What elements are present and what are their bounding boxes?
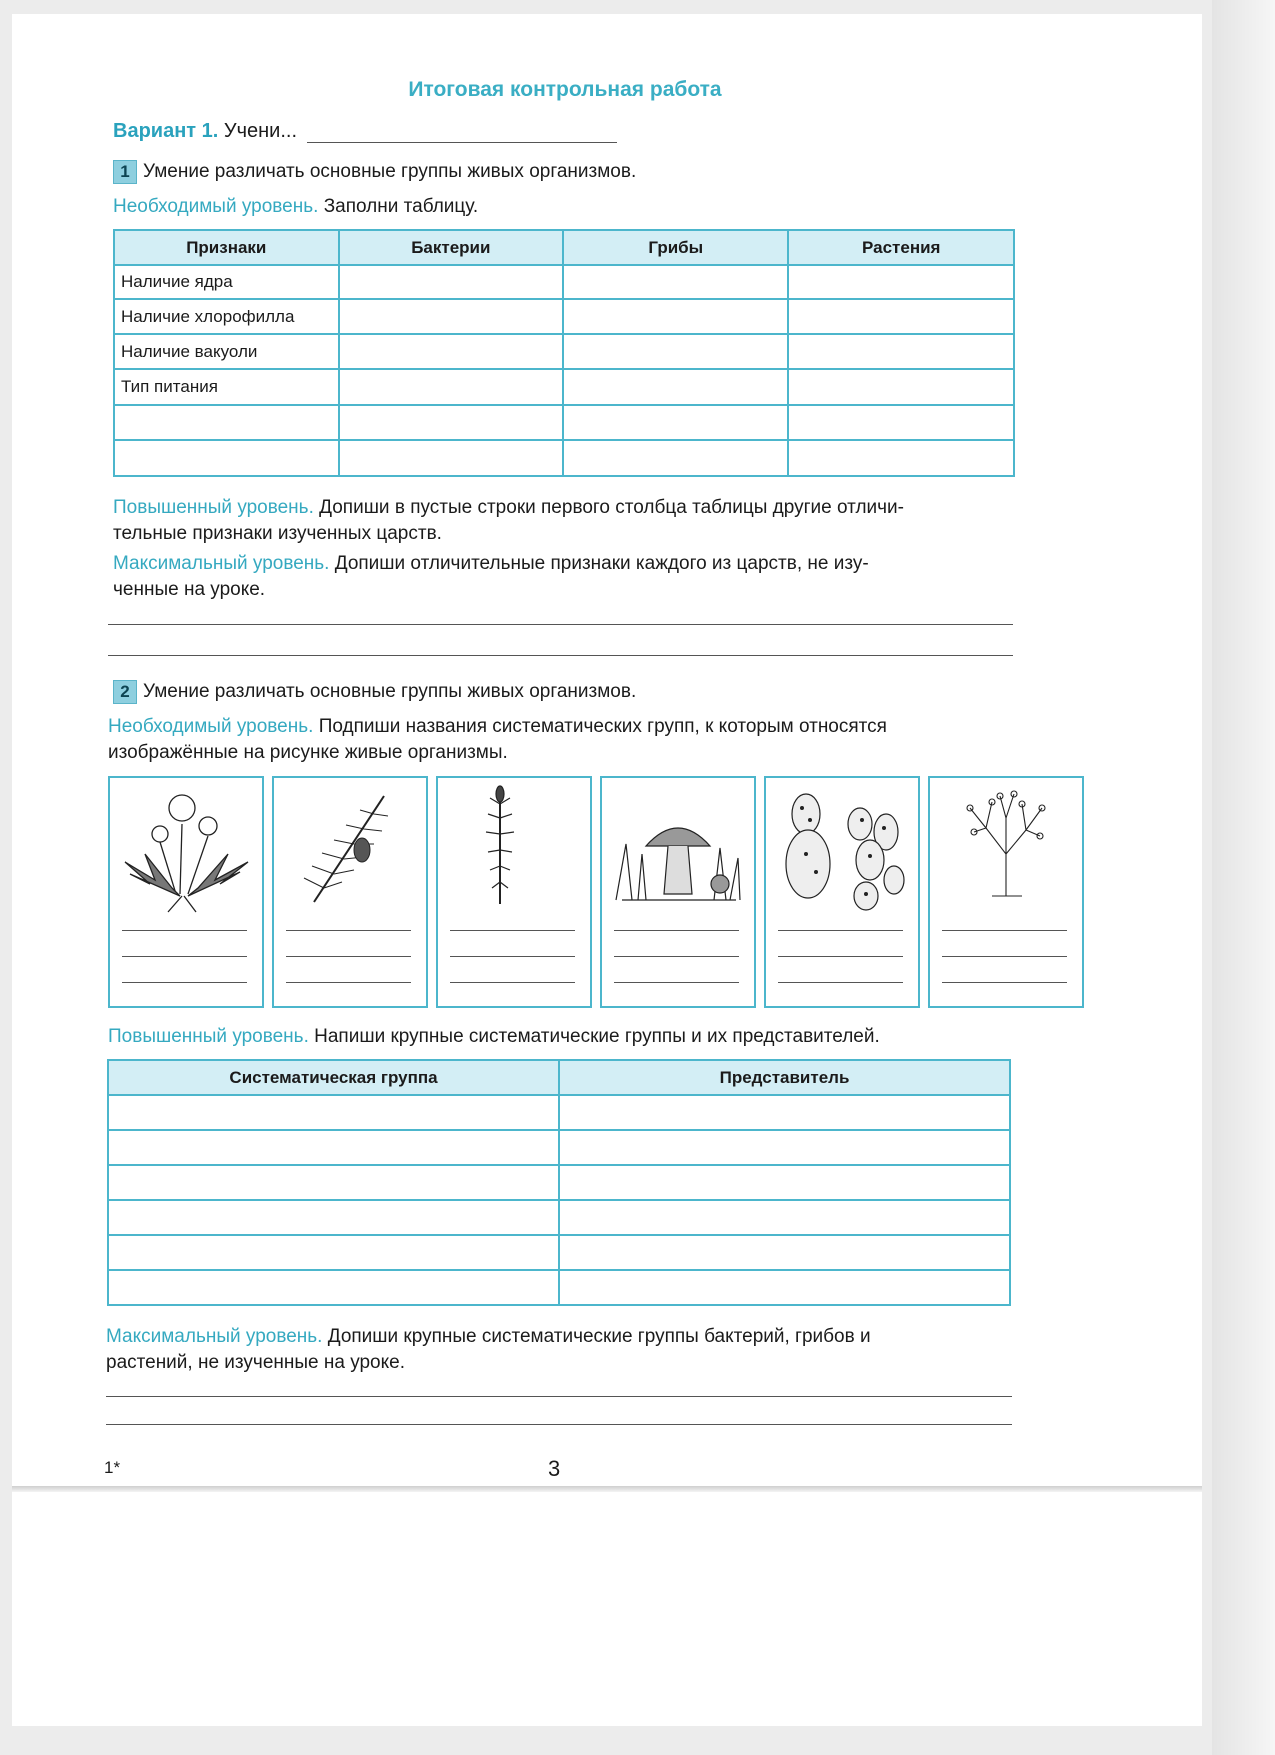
table-row xyxy=(108,1095,1010,1130)
task2-advanced xyxy=(108,1024,1018,1050)
caption-line[interactable] xyxy=(942,956,1067,957)
advanced-text-line-2: тельные признаки изученных царств. xyxy=(113,523,442,544)
page-title: Итоговая контрольная работа xyxy=(408,78,722,101)
answer-cell[interactable] xyxy=(788,299,1014,334)
caption-line[interactable] xyxy=(122,930,247,931)
required-level-label: Необходимый уровень. xyxy=(113,196,319,217)
caption-line[interactable] xyxy=(942,930,1067,931)
picture-card-pine xyxy=(272,776,428,1008)
answer-cell[interactable] xyxy=(108,1130,559,1165)
table-header: Грибы xyxy=(563,230,788,265)
answer-cell[interactable] xyxy=(563,265,788,299)
variant-line xyxy=(113,120,617,143)
answer-cell[interactable] xyxy=(559,1095,1010,1130)
answer-cell[interactable] xyxy=(563,299,788,334)
taxonomy-table xyxy=(107,1059,1011,1306)
answer-cell[interactable] xyxy=(339,299,564,334)
required-text-line-2: изображённые на рисунке живые организмы. xyxy=(108,742,508,763)
task2-heading xyxy=(113,680,636,704)
caption-line[interactable] xyxy=(286,930,411,931)
footer-mark: 1* xyxy=(104,1458,121,1477)
advanced-text-line-1: Допиши в пустые строки первого столбца таблицы другие отличи- xyxy=(319,497,904,518)
picture-card-mushroom xyxy=(600,776,756,1008)
picture-card-lichen xyxy=(928,776,1084,1008)
cactus-icon xyxy=(766,784,918,914)
caption-line[interactable] xyxy=(942,982,1067,983)
table-row xyxy=(108,1200,1010,1235)
max-level-label: Максимальный уровень. xyxy=(106,1326,323,1347)
advanced-level-label: Повышенный уровень. xyxy=(108,1026,309,1047)
caption-line[interactable] xyxy=(122,982,247,983)
task1-number-badge: 1 xyxy=(113,160,137,184)
caption-line[interactable] xyxy=(286,982,411,983)
answer-cell[interactable] xyxy=(788,334,1014,369)
max-text-line-1: Допиши отличительные признаки каждого из царств, не изу- xyxy=(334,553,869,574)
required-level-text: Заполни таблицу. xyxy=(323,196,479,217)
answer-cell[interactable] xyxy=(563,334,788,369)
answer-cell[interactable] xyxy=(788,265,1014,299)
page-bottom-edge xyxy=(12,1486,1202,1492)
row-label: Тип питания xyxy=(114,369,339,405)
answer-cell[interactable] xyxy=(788,405,1014,440)
empty-row-label[interactable] xyxy=(114,440,339,476)
answer-cell[interactable] xyxy=(563,440,788,476)
pine-branch-icon xyxy=(274,784,426,914)
task2-required xyxy=(108,714,1018,766)
empty-row-label[interactable] xyxy=(114,405,339,440)
max-text-line-2: ченные на уроке. xyxy=(113,579,266,600)
picture-card-horsetail xyxy=(436,776,592,1008)
picture-card-cactus xyxy=(764,776,920,1008)
task1-required xyxy=(113,194,478,220)
answer-cell[interactable] xyxy=(108,1165,559,1200)
task1-maximum xyxy=(113,551,1015,603)
row-label: Наличие вакуоли xyxy=(114,334,339,369)
answer-cell[interactable] xyxy=(108,1270,559,1305)
task1-advanced xyxy=(113,495,1015,547)
horsetail-icon xyxy=(438,784,590,914)
mushroom-icon xyxy=(602,784,754,914)
page-number: 3 xyxy=(548,1456,561,1481)
answer-cell[interactable] xyxy=(559,1235,1010,1270)
caption-line[interactable] xyxy=(450,982,575,983)
caption-line[interactable] xyxy=(614,982,739,983)
answer-cell[interactable] xyxy=(108,1235,559,1270)
caption-line[interactable] xyxy=(778,982,903,983)
answer-cell[interactable] xyxy=(108,1200,559,1235)
advanced-text: Напиши крупные систематические группы и их представителей. xyxy=(314,1026,880,1047)
caption-line[interactable] xyxy=(778,930,903,931)
caption-line[interactable] xyxy=(122,956,247,957)
caption-line[interactable] xyxy=(614,930,739,931)
max-text-line-2: растений, не изученные на уроке. xyxy=(106,1352,405,1373)
task1-title: Умение различать основные группы живых организмов. xyxy=(143,161,637,182)
answer-cell[interactable] xyxy=(108,1095,559,1130)
table-row xyxy=(114,299,1014,334)
answer-cell[interactable] xyxy=(563,369,788,405)
picture-card-dandelion xyxy=(108,776,264,1008)
caption-line[interactable] xyxy=(450,930,575,931)
answer-cell[interactable] xyxy=(339,369,564,405)
answer-cell[interactable] xyxy=(563,405,788,440)
table-header: Бактерии xyxy=(339,230,564,265)
task1-heading xyxy=(113,160,636,184)
caption-line[interactable] xyxy=(778,956,903,957)
task2-number-badge: 2 xyxy=(113,680,137,704)
table-header: Растения xyxy=(788,230,1014,265)
row-label: Наличие хлорофилла xyxy=(114,299,339,334)
max-level-label: Максимальный уровень. xyxy=(113,553,330,574)
table-row xyxy=(108,1165,1010,1200)
answer-cell[interactable] xyxy=(559,1270,1010,1305)
table-row xyxy=(114,265,1014,299)
traits-table xyxy=(113,229,1015,477)
table-row xyxy=(114,440,1014,476)
answer-cell[interactable] xyxy=(559,1165,1010,1200)
required-level-label: Необходимый уровень. xyxy=(108,716,314,737)
required-text-line-1: Подпиши названия систематических групп, к которым относятся xyxy=(318,716,887,737)
answer-cell[interactable] xyxy=(339,334,564,369)
answer-cell[interactable] xyxy=(788,369,1014,405)
row-label: Наличие ядра xyxy=(114,265,339,299)
table-header: Представитель xyxy=(559,1060,1010,1095)
table-row xyxy=(108,1130,1010,1165)
answer-cell[interactable] xyxy=(339,265,564,299)
lichen-icon xyxy=(930,784,1082,914)
caption-line[interactable] xyxy=(286,956,411,957)
answer-cell[interactable] xyxy=(339,405,564,440)
task2-title: Умение различать основные группы живых организмов. xyxy=(143,681,637,702)
answer-cell[interactable] xyxy=(339,440,564,476)
student-name-field[interactable] xyxy=(307,124,617,143)
answer-cell[interactable] xyxy=(788,440,1014,476)
table-header: Признаки xyxy=(114,230,339,265)
caption-line[interactable] xyxy=(450,956,575,957)
answer-cell[interactable] xyxy=(559,1200,1010,1235)
table-row xyxy=(114,334,1014,369)
dandelion-icon xyxy=(110,784,262,914)
answer-line[interactable] xyxy=(106,1396,1012,1397)
table-row xyxy=(108,1270,1010,1305)
advanced-level-label: Повышенный уровень. xyxy=(113,497,314,518)
task2-maximum xyxy=(106,1324,1016,1376)
student-label: Учени... xyxy=(223,120,298,142)
caption-line[interactable] xyxy=(614,956,739,957)
scan-edge xyxy=(1212,0,1275,1755)
answer-cell[interactable] xyxy=(559,1130,1010,1165)
answer-line[interactable] xyxy=(108,624,1013,625)
answer-line[interactable] xyxy=(106,1424,1012,1425)
max-text-line-1: Допиши крупные систематические группы бактерий, грибов и xyxy=(327,1326,871,1347)
table-row xyxy=(114,405,1014,440)
table-row xyxy=(108,1235,1010,1270)
table-header: Систематическая группа xyxy=(108,1060,559,1095)
variant-label: Вариант 1. xyxy=(113,120,219,142)
table-row xyxy=(114,369,1014,405)
answer-line[interactable] xyxy=(108,655,1013,656)
